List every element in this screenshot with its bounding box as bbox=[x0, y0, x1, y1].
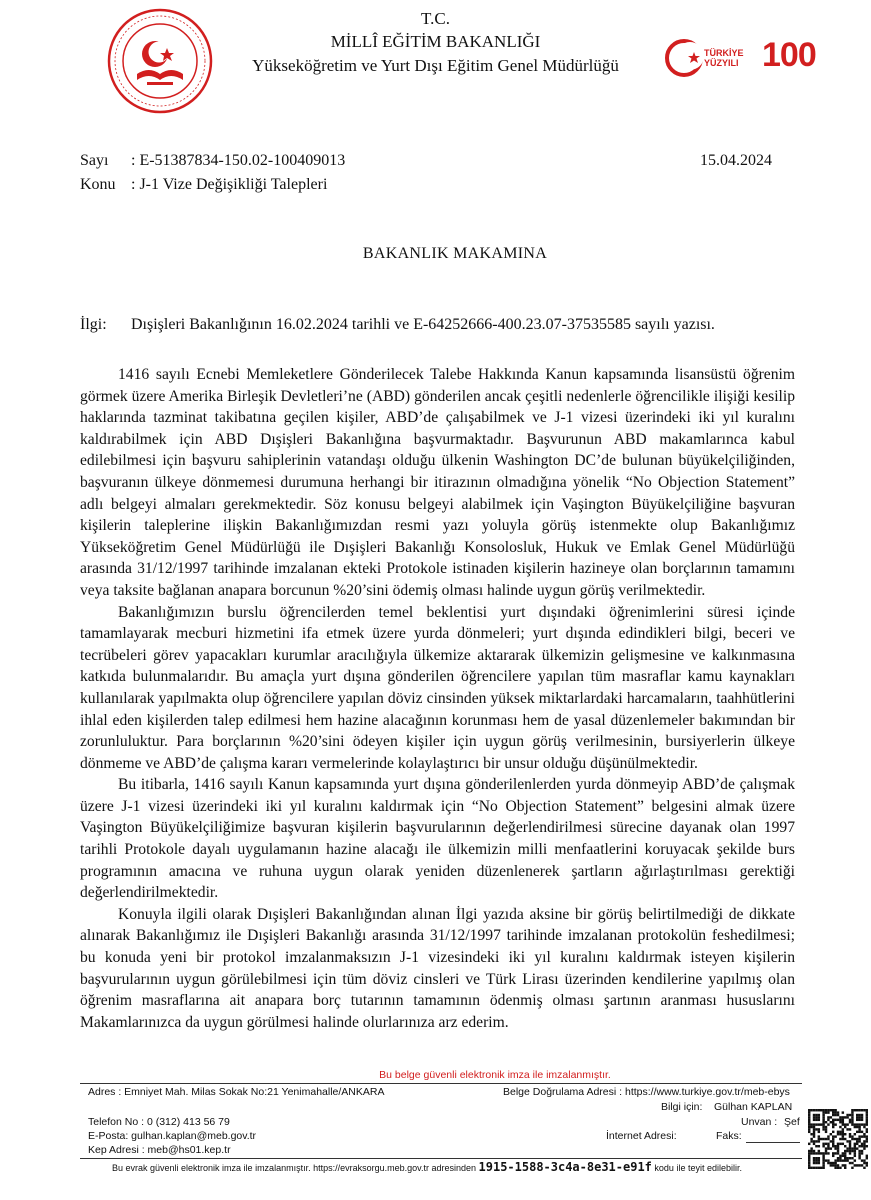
title-value: Şef bbox=[784, 1116, 800, 1128]
title-label: Unvan : bbox=[741, 1116, 778, 1128]
footer-email: E-Posta: gulhan.kaplan@meb.gov.tr bbox=[88, 1130, 257, 1142]
footer-verify-address: Belge Doğrulama Adresi : https://www.turkiye.gov.tr/meb-ebys bbox=[503, 1086, 790, 1098]
konu-label: Konu bbox=[80, 176, 116, 193]
footer-kep: Kep Adresi : meb@hs01.kep.tr bbox=[88, 1144, 231, 1156]
konu-value: : J-1 Vize Değişikliği Talepleri bbox=[131, 176, 328, 193]
ilgi-label: İlgi: bbox=[80, 316, 107, 333]
qr-code bbox=[808, 1109, 868, 1169]
document-date: 15.04.2024 bbox=[700, 152, 772, 169]
esign-notice: Bu belge güvenli elektronik imza ile imzalanmıştır. bbox=[379, 1069, 611, 1081]
internet-label: İnternet Adresi: bbox=[606, 1130, 677, 1142]
ministry-name: MİLLÎ EĞİTİM BAKANLIĞI bbox=[330, 32, 541, 51]
footer-phone: Telefon No : 0 (312) 413 56 79 bbox=[88, 1116, 230, 1128]
sayi-label: Sayı bbox=[80, 152, 109, 169]
footer-divider-bottom bbox=[80, 1158, 802, 1159]
paragraph-2: Bakanlığımızın burslu öğrencilerden temel beklentisi yurt dışındaki öğrenimlerini süresi içinde tamamlayarak mecburi hizmetini ifa etmek üzere yurda dönmeleri; yurt dışında edindikleri bilgi, beceri ve tecrübeleri görev yapacakları kurumlar aracılığıyla ülkemize aktararak ülkemizin gelişmesine ve kalkınmasına katkıda bulunmalarıdır. Bu amaçla yurt dışına gönderilen öğrencilere yapılan tüm masraflar kamu kaynakları kullanılarak yapılmakta olup öğrencilere yapılan döviz cinsinden yüksek miktarlardaki harcamaların, taahhütlerini ihlal eden kişilerden talep edilmesi hem hazine alacağının korunması hem de yasal düzenlemeler bakımından bir zorunluluktur. Para borçlarının %20’sini ödeyen kişiler için uygun görüş verilmesinin, bursiyerlerin ülkeye dönmeme ve ABD’de çalışma kararı vermelerinde kolaylaştırıcı bir unsur olduğu düşünülmektedir. bbox=[80, 603, 795, 772]
header-tc: T.C. bbox=[421, 9, 450, 28]
info-name: Gülhan KAPLAN bbox=[714, 1101, 793, 1113]
footer-address: Adres : Emniyet Mah. Milas Sokak No:21 Yenimahalle/ANKARA bbox=[88, 1086, 385, 1098]
verification-pre: Bu evrak güvenli elektronik imza ile imzalanmıştır. https://evraksorgu.meb.gov.tr adresinden bbox=[112, 1163, 476, 1173]
paragraph-4: Konuyla ilgili olarak Dışişleri Bakanlığından alınan İlgi yazıda aksine bir görüş belirtilmediği de dikkate alınarak Bakanlığımız ile Dışişleri Bakanlığı arasında 31/12/1997 tarihinde imzalanan protokolün feshedilmesi; bu konuda yeni bir protokol imzalanmaksızın J-1 vizesindeki iki yıl kuralını kaldırmak isteyen kişilerin başvurularının uygun görülebilmesi için tüm döviz cinsleri ve Türk Lirası üzerinden kendilerine yapılmış olan öğrenim masraflarına ait anapara borç tutarının tamamının ödenmiş olması şartının aranması hususlarını Makamlarınızca da uygun görülmesi halinde olurlarınıza arz ederim. bbox=[80, 905, 795, 1031]
verification-code: 1915-1588-3c4a-8e31-e91f bbox=[478, 1160, 652, 1174]
fax-underline bbox=[746, 1142, 800, 1143]
paragraph-1: 1416 sayılı Ecnebi Memleketlere Gönderilecek Talebe Hakkında Kanun kapsamında lisansüstü öğrenim görmek üzere Amerika Birleşik Devletleri’ne (ABD) gönderilen ancak çeşitli nedenlerle öğrencilikle ilişiği kesilip haklarında tazminat takibatına geçilen kişiler, ABD’de çalışabilmek ve J-1 vizesi üzerindeki iki yıl kuralını kaldırabilmek için ABD Dışişleri Bakanlığına başvurmaktadır. Başvurunun ABD makamlarınca kabul edilebilmesi için başvuru sahiplerinin vatandaşı olduğu ülkenin Washington DC’de bulunan büyükelçiliğinden, başvuranın ülkeye dönmemesi durumuna herhangi bir itirazının olmadığına yönelik “No Objection Statement” adlı belgeyi almaları gerekmektedir. Söz konusu belgeyi alabilmek için Vaşington Büyükelçiliğine başvuran kişilerin taleplerine ilişkin Bakanlığımızdan resmi yazı yoluyla görüş istenmekte olup Bakanlığımız Yükseköğretim Genel Müdürlüğü ile Dışişleri Bakanlığı Konsolosluk, Hukuk ve Emlak Genel Müdürlüğü arasında 31/12/1997 tarihinde imzalanan ekteki Protokole istinaden kişilerin hazineye olan borçlarının tamamını veya taksite bağlanan anapara borcunun %20’sini ödemiş olması halinde uygun görüş verilmektedir. bbox=[80, 366, 795, 599]
ilgi-text: Dışişleri Bakanlığının 16.02.2024 tarihli ve E-64252666-400.23.07-37535585 sayılı yazısı. bbox=[131, 316, 715, 333]
sayi-value: : E-51387834-150.02-100409013 bbox=[131, 152, 346, 169]
bottom-verification-line bbox=[112, 1160, 742, 1174]
verification-post: kodu ile teyit edilebilir. bbox=[654, 1163, 742, 1173]
footer-divider-top bbox=[80, 1083, 802, 1084]
paragraph-3: Bu itibarla, 1416 sayılı Kanun kapsamında yurt dışına gönderilenlerden yurda dönmeyip ABD’de çalışmak üzere J-1 vizesi üzerindeki iki yıl kuralını kaldırmak için “No Objection Statement” belgesini almak üzere Vaşington Büyükelçiliğimize başvuran kişilerin başvurularının değerlendirilmesi sürecine dayanak olan 1997 tarihli Protokole dayalı uygulamanın hazine alacağı ile ülkemizin milli menfaatlerini koruyacak şekilde burs programının amacına ve ruhuna uygun olarak yeniden düzenlenerek şartların ağırlaştırılması gerektiği değerlendirilmektedir. bbox=[80, 776, 795, 902]
centennial-100: 100 bbox=[762, 36, 816, 74]
fax-label: Faks: bbox=[716, 1130, 742, 1142]
turkiye-yuzyili-text: TÜRKİYE YÜZYILI bbox=[704, 48, 744, 68]
addressee: BAKANLIK MAKAMINA bbox=[362, 245, 548, 262]
body-text bbox=[80, 364, 795, 1033]
info-label: Bilgi için: bbox=[661, 1101, 703, 1113]
directorate-name: Yükseköğretim ve Yurt Dışı Eğitim Genel Müdürlüğü bbox=[252, 56, 619, 75]
turkiye-yuzyili-100-logo bbox=[664, 34, 834, 82]
